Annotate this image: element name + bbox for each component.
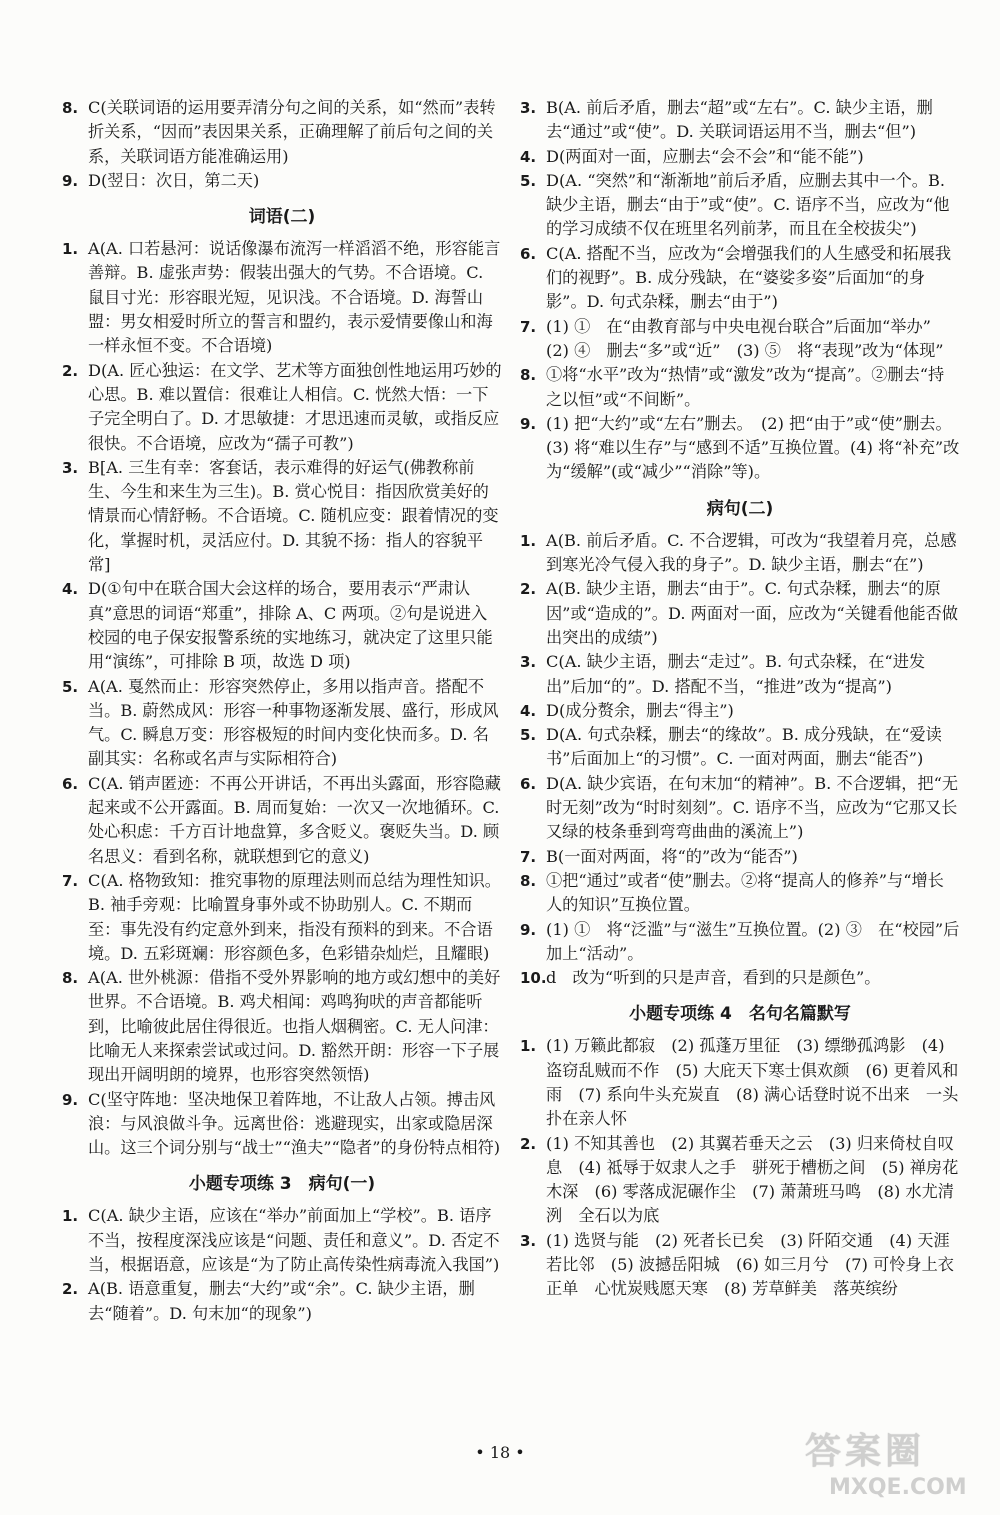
item-text: D(成分赘余，删去“得主”) — [546, 700, 734, 720]
item-number: 6. — [62, 774, 79, 793]
left-items-a — [62, 96, 502, 193]
answer-item — [520, 1034, 960, 1131]
answer-item — [62, 1088, 502, 1161]
item-text: (1) 把“大约”或“左右”删去。 (2) 把“由于”或“使”删去。 (3) 将“难以生存”与“感到不适”互换位置。(4) 将“补充”改为“缓解”(或“减少”“消除”等)。 — [546, 413, 960, 482]
answer-item — [520, 96, 960, 145]
item-text: (1) ① 在“由教育部与中央电视台联合”后面加“举办” (2) ④ 删去“多”或“近” (3) ⑤ 将“表现”改为“体现” — [546, 316, 948, 360]
answer-item — [62, 169, 502, 193]
answer-item — [62, 966, 502, 1087]
right-items-b — [520, 529, 960, 991]
item-number: 9. — [520, 920, 537, 939]
answer-item — [520, 363, 960, 412]
item-number: 2. — [520, 580, 537, 599]
watermark-text-small: MXQE.COM — [829, 1475, 967, 1500]
answer-item — [520, 1229, 960, 1302]
item-text: D(A. 缺少宾语，在句末加“的精神”。B. 不合逻辑，把“无时无刻”改为“时时刻刻”。C. 语序不当，应改为“它那又长又绿的枝条垂到弯弯曲曲的溪流上”) — [546, 773, 959, 842]
item-text: B[A. 三生有幸：客套话，表示难得的好运气(佛教称前生、今生和来生为三生)。B. 赏心悦目：指因欣赏美好的情景而心情舒畅。不合语境。C. 随机应变：跟着情况的变化，掌握时机，灵活应付。D. 其貌不扬：指人的容貌平常] — [88, 457, 499, 575]
item-number: 7. — [520, 317, 537, 336]
answer-item — [62, 675, 502, 772]
item-text: (1) ① 将“泛滥”与“滋生”互换位置。(2) ③ 在“校园”后加上“活动”。 — [546, 919, 960, 963]
item-text: A(A. 戛然而止：形容突然停止，多用以指声音。搭配不当。B. 蔚然成风：形容一种事物逐渐发展、盛行，形成风气。C. 瞬息万变：形容极短的时间内变化快而多。D. 名副其实：名称或名声与实际相符合) — [88, 676, 499, 769]
left-items-c — [62, 1204, 502, 1325]
item-number: 3. — [520, 653, 537, 672]
section-heading: 小题专项练 4 名句名篇默写 — [629, 1004, 851, 1025]
page-number: • 18 • — [475, 1443, 525, 1462]
item-text: C(A. 缺少主语，应该在“举办”前面加上“学校”。B. 语序不当，按程度深浅应该是“问题、责任和意义”。D. 否定不当，根据语意，应该是“为了防止高传染性病毒流入我国”) — [88, 1206, 500, 1275]
item-text: C(A. 销声匿迹：不再公开讲话，不再出头露面，形容隐藏起来或不公开露面。B. 周而复始：一次又一次地循环。C. 处心积虑：千方百计地盘算，多含贬义。褒贬失当。D. 顾名思义：看到名称，就联想到它的意义) — [88, 773, 501, 866]
item-number: 6. — [520, 774, 537, 793]
section-heading: 词语(二) — [248, 207, 316, 228]
answer-item — [520, 650, 960, 699]
item-text: A(B. 语意重复，删去“大约”或“余”。C. 缺少主语，删去“随着”。D. 句末加“的现象”) — [88, 1279, 475, 1323]
answer-item — [62, 1277, 502, 1326]
answer-item — [62, 577, 502, 674]
item-number: 1. — [62, 240, 79, 259]
item-number: 2. — [62, 361, 79, 380]
item-text: C(A. 搭配不当，应改为“会增强我们的人生感受和拓展我们的视野”。B. 成分残缺，在“婆娑多姿”后面加“的身影”。D. 句式杂糅，删去“由于”) — [546, 243, 952, 312]
item-text: D(翌日：次日，第二天) — [88, 170, 260, 190]
item-number: 5. — [520, 171, 537, 190]
item-number: 5. — [62, 677, 79, 696]
item-number: 6. — [520, 244, 537, 263]
item-number: 4. — [62, 580, 79, 599]
answer-item — [520, 699, 960, 723]
item-text: D(A. “突然”和“渐渐地”前后矛盾，应删去其中一个。B. 缺少主语，删去“由于”或“使”。C. 语序不当，应改为“他的学习成绩不仅在班里名列前茅，而且在全校拔尖”) — [546, 170, 950, 239]
item-text: C(坚守阵地：坚决地保卫着阵地，不让敌人占领。搏击风浪：与风浪做斗争。远离世俗：逃避现实，出家或隐居深山。这三个词分别与“战士”“渔夫”“隐者”的身份特点相符) — [88, 1089, 501, 1158]
item-text: B(一面对两面，将“的”改为“能否”) — [546, 846, 798, 866]
section-heading: 小题专项练 3 病句(一) — [188, 1174, 376, 1195]
answer-item — [520, 966, 960, 990]
item-text: (1) 万籁此都寂 (2) 孤蓬万里征 (3) 缥缈孤鸿影 (4) 盗窃乱贼而不作 (5) 大庇天下寒士俱欢颜 (6) 更着风和雨 (7) 系向牛头充炭直 (8) 满心话登时说不出来 一头扑在亲人怀 — [546, 1036, 959, 1129]
answer-item — [520, 918, 960, 967]
left-items-b — [62, 237, 502, 1160]
item-number: 8. — [62, 99, 79, 117]
item-number: 1. — [62, 1207, 79, 1226]
answer-item — [520, 723, 960, 772]
item-text: B(A. 前后矛盾，删去“超”或“左右”。C. 缺少主语，删去“通过”或“使”。D. 关联词语运用不当，删去“但”) — [546, 98, 933, 142]
answer-item — [520, 315, 960, 364]
answer-item — [62, 96, 502, 169]
answer-item — [62, 772, 502, 869]
item-number: 1. — [520, 1037, 537, 1056]
item-number: 3. — [520, 99, 537, 117]
item-text: D(两面对一面，应删去“会不会”和“能不能”) — [546, 146, 864, 166]
item-text: C(A. 格物致知：推究事物的原理法则而总结为理性知识。B. 袖手旁观：比喻置身事外或不协助别人。C. 不期而至：事先没有约定意外到来，指没有预料的到来。不合语境。D. 五彩斑斓：形容颜色多，色彩错杂灿烂，且耀眼) — [88, 870, 501, 963]
item-number: 9. — [62, 1090, 79, 1109]
item-number: 7. — [62, 871, 79, 890]
item-number: 8. — [520, 871, 537, 890]
item-number: 2. — [62, 1280, 79, 1299]
section-heading: 病句(二) — [706, 498, 774, 519]
item-text: ①将“水平”改为“热情”或“激发”改为“提高”。②删去“持之以恒”或“不间断”。 — [546, 365, 945, 409]
item-number: 5. — [520, 726, 537, 745]
item-text: d 改为“听到的只是声音，看到的只是颜色”。 — [546, 968, 881, 988]
item-text: A(A. 口若悬河：说话像瀑布流泻一样滔滔不绝，形容能言善辩。B. 虚张声势：假装出强大的气势。不合语境。C. 鼠目寸光：形容眼光短，见识浅。不合语境。D. 海誓山盟：男女相爱时所立的誓言和盟约，表示爱情要像山和海一样永恒不变。不合语境) — [88, 239, 501, 356]
answer-item — [520, 845, 960, 869]
item-number: 3. — [62, 458, 79, 477]
answer-item — [62, 1204, 502, 1277]
item-text: (1) 不知其善也 (2) 其翼若垂天之云 (3) 归来倚杖自叹息 (4) 祗辱于奴隶人之手 骈死于槽枥之间 (5) 禅房花木深 (6) 零落成泥碾作尘 (7) 萧萧班马鸣 (8) 水尤清洌 全石以为底 — [546, 1133, 959, 1226]
right-column — [520, 96, 960, 1302]
item-text: ①把“通过”或者“使”删去。②将“提高人的修养”与“增长人的知识”互换位置。 — [546, 870, 944, 915]
item-number: 9. — [62, 171, 79, 190]
item-text: A(B. 前后矛盾。C. 不合逻辑，可改为“我望着月亮，总感到寒光冷气侵入我的身子”。D. 缺少主语，删去“在”) — [546, 530, 957, 575]
item-text: D(①句中在联合国大会这样的场合，要用表示“严肃认真”意思的词语“郑重”，排除 A、C 两项。②句是说进入校园的电子保安报警系统的实地练习，就决定了这里只能用“演练”，可排除 B 项，故选 D 项) — [88, 579, 493, 672]
item-text: D(A. 匠心独运：在文学、艺术等方面独创性地运用巧妙的心思。B. 难以置信：很难让人相信。C. 恍然大悟：一下子完全明白了。D. 才思敏捷：才思迅速而灵敏，或指反应很快。不合语境，应改为“孺子可教”) — [88, 360, 502, 453]
item-number: 9. — [520, 414, 537, 433]
item-number: 10. — [520, 969, 547, 988]
answer-item — [520, 1132, 960, 1229]
answer-item — [520, 529, 960, 578]
item-number: 3. — [520, 1231, 537, 1250]
answer-item — [520, 242, 960, 315]
answer-item — [520, 169, 960, 242]
item-text: (1) 选贤与能 (2) 死者长已矣 (3) 阡陌交通 (4) 天涯若比邻 (5) 波撼岳阳城 (6) 如三月兮 (7) 可怜身上衣正单 心忧炭贱愿天寒 (8) 芳草鲜美 落英缤纷 — [546, 1230, 954, 1299]
right-items-a — [520, 96, 960, 485]
item-text: A(A. 世外桃源：借指不受外界影响的地方或幻想中的美好世界。不合语境。B. 鸡犬相闻：鸡鸣狗吠的声音都能听到，比喻彼此居住得很近。也指人烟稠密。C. 无人问津：比喻无人来探索尝试或过问。D. 豁然开朗：形容一下子展现出开阔明朗的境界，也形容突然领悟) — [88, 968, 501, 1085]
answer-item — [62, 869, 502, 966]
item-text: C(关联词语的运用要弄清分句之间的关系，如“然而”表转折关系，“因而”表因果关系，正确理解了前后句之间的关系，关联词语方能准确运用) — [88, 98, 496, 166]
answer-item — [520, 412, 960, 485]
item-number: 7. — [520, 847, 537, 866]
watermark-logo — [805, 1423, 990, 1505]
answer-item — [520, 145, 960, 169]
answer-item — [62, 237, 502, 358]
answer-item — [62, 359, 502, 456]
item-number: 4. — [520, 701, 537, 720]
answer-item — [62, 456, 502, 577]
answer-item — [520, 869, 960, 918]
item-number: 1. — [520, 531, 537, 550]
right-items-c — [520, 1034, 960, 1301]
item-number: 4. — [520, 147, 537, 166]
item-number: 8. — [520, 366, 537, 385]
watermark-text-large: 答案圈 — [805, 1431, 926, 1472]
item-number: 8. — [62, 969, 79, 988]
left-column — [62, 96, 502, 1326]
item-text: C(A. 缺少主语，删去“走过”。B. 句式杂糅，在“进发出”后加“的”。D. 搭配不当，“推进”改为“提高”) — [546, 652, 926, 696]
answer-item — [520, 772, 960, 845]
answer-item — [520, 577, 960, 650]
item-text: D(A. 句式杂糅，删去“的缘故”。B. 成分残缺，在“爱读书”后面加上“的习惯”。C. 一面对两面，删去“能否”) — [546, 725, 942, 769]
item-text: A(B. 缺少主语，删去“由于”。C. 句式杂糅，删去“的原因”或“造成的”。D. 两面对一面，应改为“关键看他能否做出突出的成绩”) — [546, 579, 958, 647]
item-number: 2. — [520, 1134, 537, 1153]
